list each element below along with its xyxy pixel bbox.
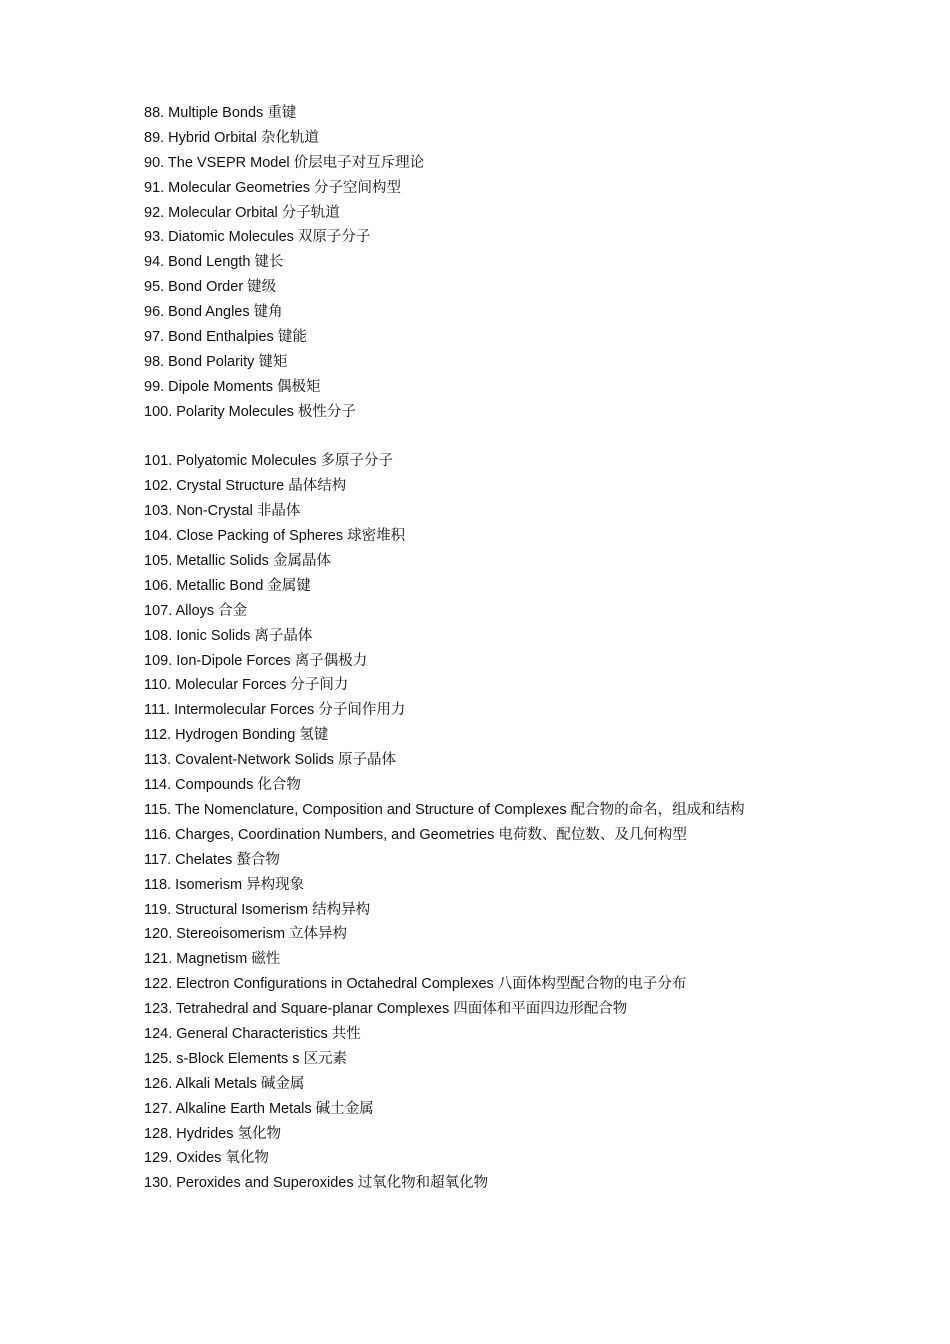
term-102: 102. Crystal Structure 晶体结构 bbox=[144, 478, 347, 495]
term-124: 124. General Characteristics 共性 bbox=[144, 1025, 361, 1042]
term-126: 126. Alkali Metals 碱金属 bbox=[144, 1075, 305, 1092]
term-121: 121. Magnetism 磁性 bbox=[144, 951, 281, 968]
term-94: 94. Bond Length 键长 bbox=[144, 254, 284, 271]
term-123: 123. Tetrahedral and Square-planar Complexes 四面体和平面四边形配合物 bbox=[144, 1001, 628, 1018]
term-113: 113. Covalent-Network Solids 原子晶体 bbox=[144, 752, 396, 769]
term-117: 117. Chelates 螯合物 bbox=[144, 851, 280, 868]
term-88: 88. Multiple Bonds 重键 bbox=[144, 105, 297, 121]
term-129: 129. Oxides 氧化物 bbox=[144, 1150, 269, 1167]
term-110: 110. Molecular Forces 分子间力 bbox=[144, 677, 349, 694]
term-125: 125. s-Block Elements s 区元素 bbox=[144, 1050, 348, 1067]
term-97: 97. Bond Enthalpies 键能 bbox=[144, 329, 307, 346]
term-116: 116. Charges, Coordination Numbers, and Geometries 电荷数、配位数、及几何构型 bbox=[144, 826, 687, 843]
term-105: 105. Metallic Solids 金属晶体 bbox=[144, 553, 331, 570]
term-96: 96. Bond Angles 键角 bbox=[144, 304, 283, 321]
term-109: 109. Ion-Dipole Forces 离子偶极力 bbox=[144, 652, 368, 669]
term-127: 127. Alkaline Earth Metals 碱土金属 bbox=[144, 1100, 374, 1117]
term-92: 92. Molecular Orbital 分子轨道 bbox=[144, 204, 340, 221]
term-114: 114. Compounds 化合物 bbox=[144, 777, 301, 794]
term-93: 93. Diatomic Molecules 双原子分子 bbox=[144, 229, 371, 246]
term-99: 99. Dipole Moments 偶极矩 bbox=[144, 378, 321, 395]
term-98: 98. Bond Polarity 键矩 bbox=[144, 353, 288, 370]
term-111: 111. Intermolecular Forces 分子间作用力 bbox=[144, 702, 406, 719]
term-100: 100. Polarity Molecules 极性分子 bbox=[144, 403, 356, 420]
term-104: 104. Close Packing of Spheres 球密堆积 bbox=[144, 528, 406, 545]
term-95: 95. Bond Order 键级 bbox=[144, 279, 277, 296]
term-128: 128. Hydrides 氢化物 bbox=[144, 1125, 281, 1142]
term-90: 90. The VSEPR Model 价层电子对互斥理论 bbox=[144, 154, 425, 171]
term-91: 91. Molecular Geometries 分子空间构型 bbox=[144, 179, 402, 196]
term-115: 115. The Nomenclature, Composition and Structure of Complexes 配合物的命名，组成和结构 bbox=[144, 801, 745, 818]
term-89: 89. Hybrid Orbital 杂化轨道 bbox=[144, 129, 319, 146]
term-108: 108. Ionic Solids 离子晶体 bbox=[144, 627, 313, 644]
term-120: 120. Stereoisomerism 立体异构 bbox=[144, 926, 348, 943]
term-119: 119. Structural Isomerism 结构异构 bbox=[144, 901, 371, 918]
term-106: 106. Metallic Bond 金属键 bbox=[144, 577, 311, 594]
term-103: 103. Non-Crystal 非晶体 bbox=[144, 503, 301, 520]
term-130: 130. Peroxides and Superoxides 过氧化物和超氧化物 bbox=[144, 1175, 489, 1192]
term-101: 101. Polyatomic Molecules 多原子分子 bbox=[144, 453, 393, 470]
term-107: 107. Alloys 合金 bbox=[144, 602, 248, 619]
term-118: 118. Isomerism 异构现象 bbox=[144, 876, 305, 893]
glossary-term-list bbox=[144, 101, 745, 1196]
term-122: 122. Electron Configurations in Octahedral Complexes 八面体构型配合物的电子分布 bbox=[144, 976, 687, 993]
term-112: 112. Hydrogen Bonding 氢键 bbox=[144, 727, 329, 744]
